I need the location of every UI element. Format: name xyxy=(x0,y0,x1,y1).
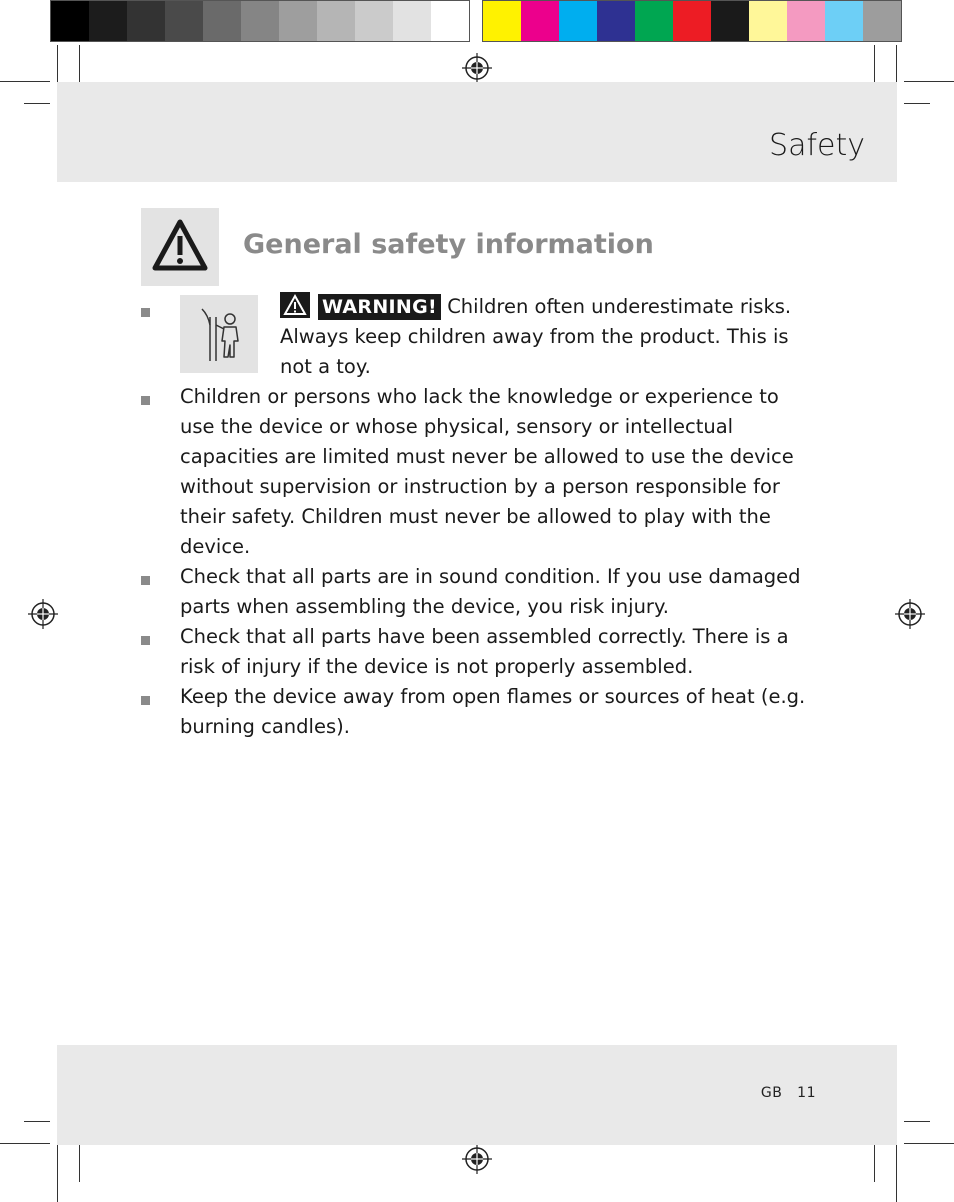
list-item xyxy=(140,382,810,562)
color-swatch xyxy=(559,1,597,41)
color-swatch xyxy=(279,1,317,41)
list-item-text: Check that all parts have been assembled correctly. There is a risk of injury if the device is not properly assembled. xyxy=(180,625,789,678)
color-swatch xyxy=(673,1,711,41)
color-swatch xyxy=(317,1,355,41)
color-swatch xyxy=(521,1,559,41)
warning-label: WARNING! xyxy=(318,294,441,320)
registration-mark-icon xyxy=(462,53,492,83)
color-swatch xyxy=(431,1,469,41)
color-swatch xyxy=(241,1,279,41)
bullet-square-icon xyxy=(141,396,150,405)
grayscale-color-bar xyxy=(50,0,470,42)
warning-triangle-icon xyxy=(141,208,219,286)
color-swatch xyxy=(89,1,127,41)
color-swatch xyxy=(51,1,89,41)
list-item-text: Keep the device away from open flames or sources of heat (e.g. burning candles). xyxy=(180,685,806,738)
warning-small-icon xyxy=(280,292,310,318)
color-swatch xyxy=(203,1,241,41)
bullet-square-icon xyxy=(141,576,150,585)
bullet-square-icon xyxy=(141,308,150,317)
list-item xyxy=(140,562,810,622)
color-swatch xyxy=(711,1,749,41)
color-swatch xyxy=(825,1,863,41)
color-swatch xyxy=(355,1,393,41)
list-item xyxy=(140,622,810,682)
list-item-text: Children or persons who lack the knowledge or experience to use the device or whose physical, sensory or intellectual capacities are limited must never be allowed to use the device without supervision or instruction by a person responsible for their safety. Children must never be allowed to play with the device. xyxy=(180,385,794,558)
color-swatch xyxy=(787,1,825,41)
safety-list xyxy=(140,292,810,742)
page-number: GB 11 xyxy=(760,1085,816,1101)
color-swatch xyxy=(483,1,521,41)
bullet-square-icon xyxy=(141,696,150,705)
color-swatch xyxy=(597,1,635,41)
list-item xyxy=(140,292,810,382)
list-item xyxy=(140,682,810,742)
section-heading: General safety information xyxy=(243,229,654,260)
color-swatch xyxy=(749,1,787,41)
process-color-bar xyxy=(482,0,902,42)
child-safety-icon xyxy=(180,295,258,373)
page-title: Safety xyxy=(769,128,865,163)
color-swatch xyxy=(863,1,901,41)
list-item-text: Children often underestimate risks. Always keep children away from the product. This is not a toy. xyxy=(280,295,792,378)
color-swatch xyxy=(165,1,203,41)
bullet-square-icon xyxy=(141,636,150,645)
color-swatch xyxy=(393,1,431,41)
color-swatch xyxy=(635,1,673,41)
registration-mark-icon xyxy=(462,1144,492,1174)
list-item-text: Check that all parts are in sound condition. If you use damaged parts when assembling the device, you risk injury. xyxy=(180,565,801,618)
color-swatch xyxy=(127,1,165,41)
registration-mark-icon xyxy=(895,599,925,629)
registration-mark-icon xyxy=(28,599,58,629)
